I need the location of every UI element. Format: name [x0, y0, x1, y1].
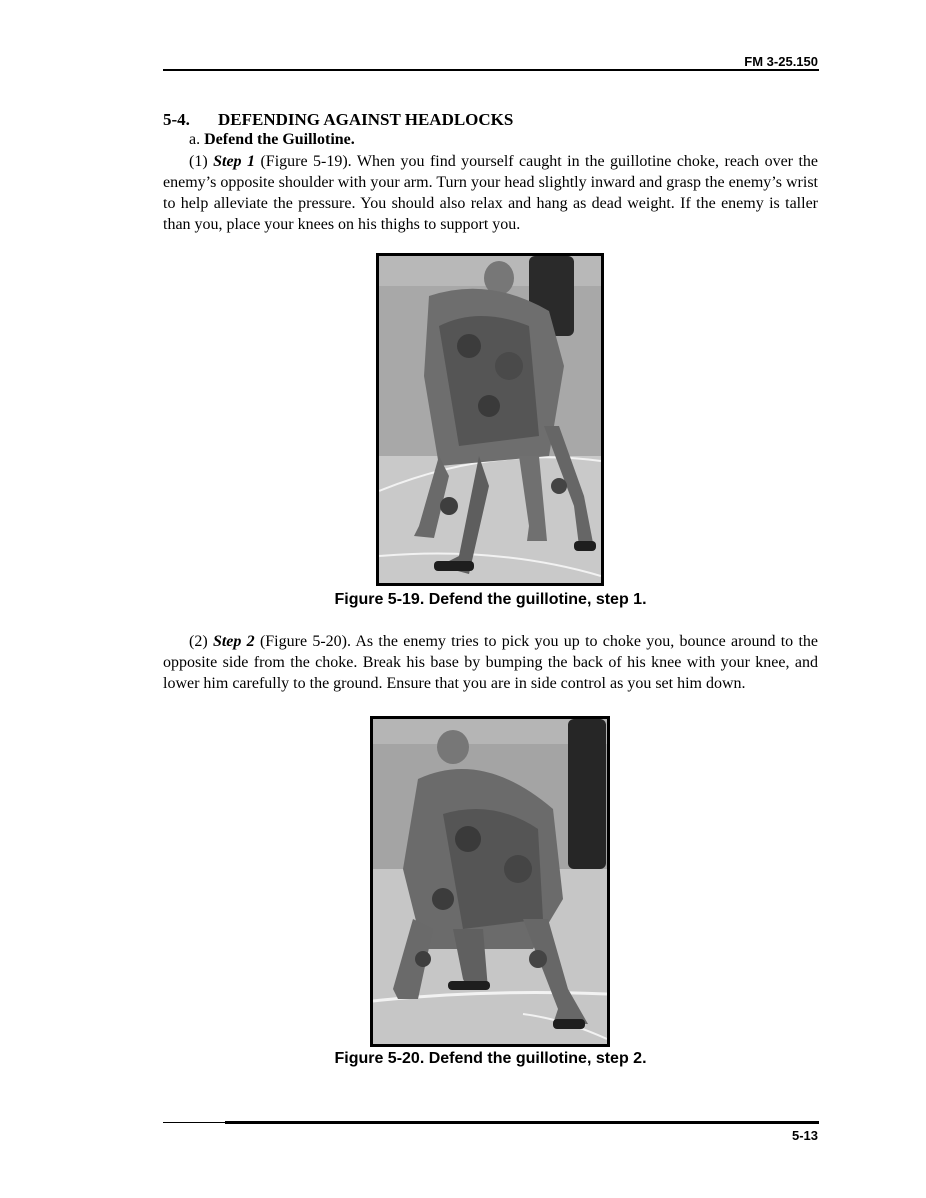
section-title: DEFENDING AGAINST HEADLOCKS — [218, 110, 514, 129]
subsection-letter: a. — [189, 131, 201, 148]
figure-5-20-photo — [370, 716, 610, 1047]
footer-rule — [225, 1121, 819, 1124]
step-2-paragraph — [163, 631, 818, 694]
step-1-paragraph — [163, 151, 818, 235]
step-2-text: (Figure 5-20). As the enemy tries to pick you up to choke you, bounce around to the opposite side from the choke. Break his base by bumping the back of his knee with your knee, and lower him carefully to the ground. Ensure that you are in side control as you set him down. — [163, 633, 819, 692]
step-2-label: Step 2 — [212, 633, 255, 650]
figure-5-19-photo — [376, 253, 604, 586]
footer-rule-left — [163, 1122, 225, 1123]
step-1-label: Step 1 — [213, 153, 256, 170]
figure-5-19-illustration — [379, 256, 601, 583]
subsection-heading — [189, 131, 355, 149]
document-id: FM 3-25.150 — [744, 54, 818, 69]
step-2-number: (2) — [189, 633, 208, 650]
subsection-title: Defend the Guillotine. — [204, 131, 355, 148]
figure-5-19-caption: Figure 5-19. Defend the guillotine, step 1. — [334, 591, 647, 608]
step-1-text: (Figure 5-19). When you find yourself caught in the guillotine choke, reach over the enemy’s opposite shoulder with your arm. Turn your head slightly inward and grasp the enemy’s wrist to help alleviate the pressure. You should also relax and hang as dead weight. If the enemy is taller than you, place your knees on his thighs to support you. — [163, 153, 819, 233]
figure-5-20-illustration — [373, 719, 607, 1044]
figure-5-20-caption: Figure 5-20. Defend the guillotine, step 2. — [334, 1050, 647, 1067]
page-number: 5-13 — [791, 1128, 818, 1143]
section-heading — [163, 110, 513, 130]
step-1-number: (1) — [189, 153, 208, 170]
section-number: 5-4. — [163, 110, 190, 129]
header-rule — [163, 69, 819, 71]
